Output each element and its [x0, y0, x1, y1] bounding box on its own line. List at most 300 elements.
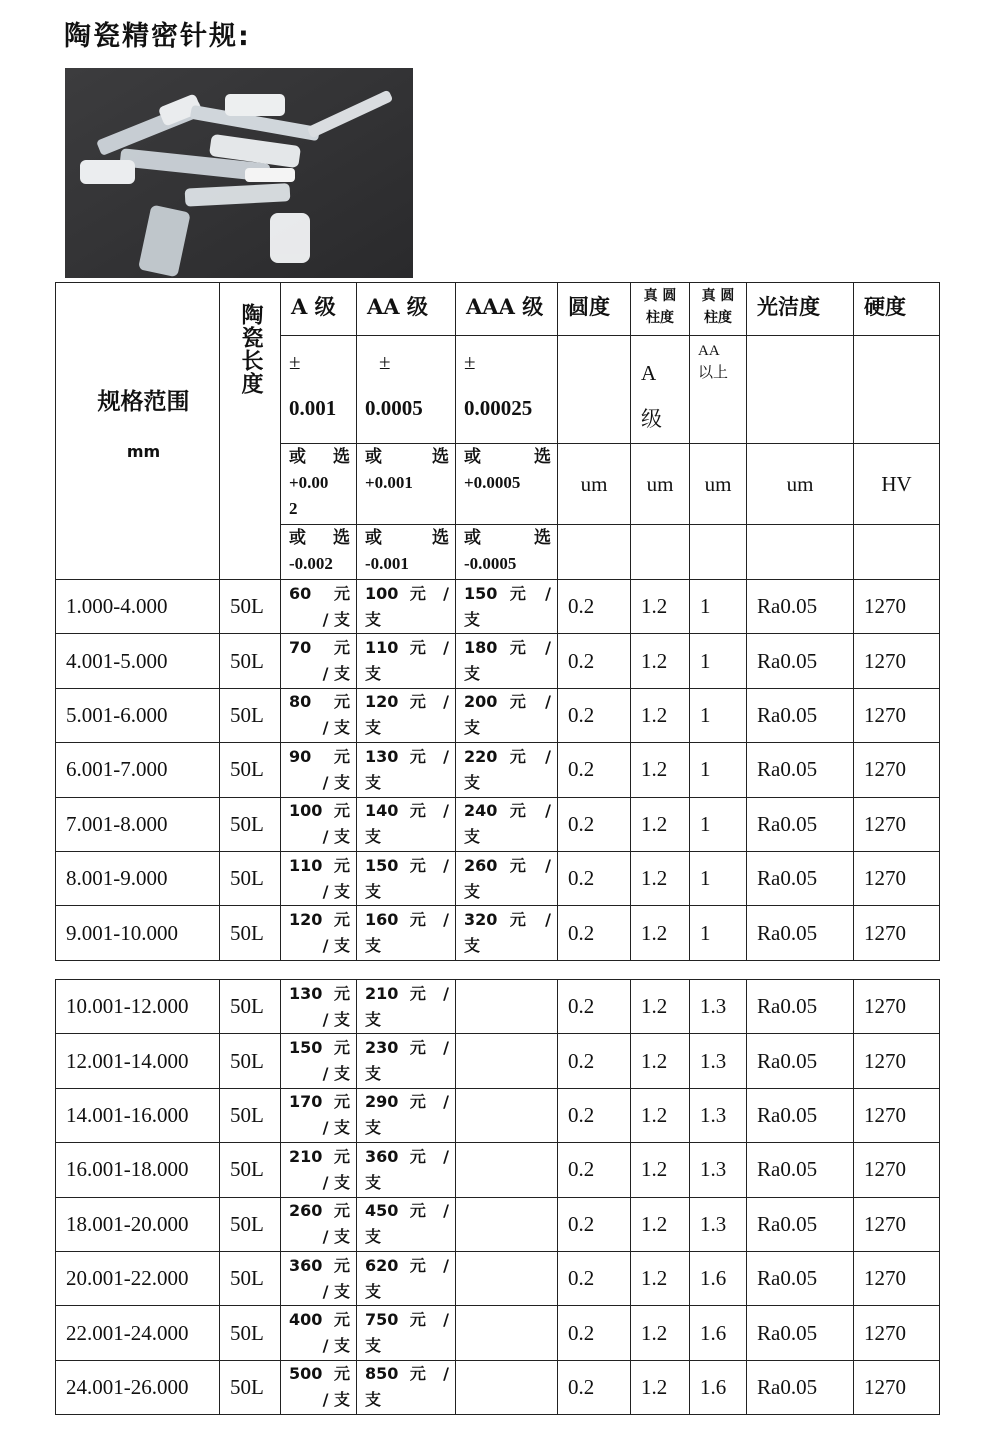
table-row [56, 980, 940, 1034]
length-cell: 50L [220, 906, 281, 960]
cylindricity-aa-cell: 1 [690, 797, 747, 851]
price-a-line: 210 元 [289, 1146, 350, 1166]
price-aa-line: 支 [365, 1281, 382, 1301]
cylindricity-aa-cell: 1 [690, 580, 747, 634]
price-a-cell [281, 1360, 357, 1414]
unit-finish: um [747, 444, 854, 525]
price-aa-cell [357, 580, 456, 634]
opt-minus-aaa: -0.0005 [464, 554, 517, 573]
price-aaa-line: 320 元 / [464, 910, 551, 930]
table-row [56, 743, 940, 797]
price-aaa-cell [456, 743, 558, 797]
price-a-cell [281, 1197, 357, 1251]
cyl-aa-grade-letter: AA [698, 343, 720, 359]
table-row [56, 634, 940, 688]
price-aa-line: 450 元 / [365, 1201, 449, 1221]
cylindricity-aa-cell: 1.3 [690, 1197, 747, 1251]
length-cell: 50L [220, 1360, 281, 1414]
price-a-line: / 支 [322, 718, 350, 738]
finish-cell: Ra0.05 [747, 906, 854, 960]
cylindricity-aa-cell: 1 [690, 906, 747, 960]
cylindricity-a-cell: 1.2 [631, 1088, 690, 1142]
grade-aa-header: AA 级 [357, 283, 456, 336]
price-a-cell [281, 688, 357, 742]
price-aaa-line: 260 元 / [464, 855, 551, 875]
cyl-a-grade-char: 级 [641, 407, 662, 431]
price-aa-line: 支 [365, 1390, 382, 1410]
cylindricity-aa-cell: 1.6 [690, 1251, 747, 1305]
roundness-cell: 0.2 [558, 580, 631, 634]
hardness-cell: 1270 [854, 1034, 940, 1088]
spec-range-cell: 7.001-8.000 [56, 797, 220, 851]
empty-cell [747, 525, 854, 580]
cylindricity-aa-cell: 1.6 [690, 1360, 747, 1414]
price-a-cell [281, 980, 357, 1034]
price-a-cell [281, 851, 357, 905]
price-a-cell [281, 1088, 357, 1142]
table-row [56, 688, 940, 742]
price-a-cell [281, 1251, 357, 1305]
price-a-cell [281, 906, 357, 960]
option-plus-aa [357, 444, 456, 525]
hardness-cell: 1270 [854, 797, 940, 851]
tolerance-a [281, 336, 357, 444]
price-aa-line: 支 [365, 827, 382, 847]
cylindricity-a-grade [631, 336, 690, 444]
length-cell: 50L [220, 1197, 281, 1251]
finish-header: 光洁度 [747, 283, 854, 336]
price-aaa-line: 支 [464, 827, 481, 847]
price-aaa-cell [456, 1251, 558, 1305]
price-a-line: 110 元 [289, 855, 350, 875]
price-a-line: / 支 [322, 609, 350, 629]
cylindricity-a-cell: 1.2 [631, 851, 690, 905]
roundness-cell: 0.2 [558, 1360, 631, 1414]
price-aaa-cell [456, 580, 558, 634]
table-row [56, 906, 940, 960]
finish-cell: Ra0.05 [747, 634, 854, 688]
price-aa-line: 130 元 / [365, 746, 449, 766]
opt-plus-aaa: +0.0005 [464, 473, 521, 492]
price-a-line: 360 元 [289, 1255, 350, 1275]
cylindricity-aa-cell: 1.3 [690, 1034, 747, 1088]
roundness-cell: 0.2 [558, 1251, 631, 1305]
hardness-cell: 1270 [854, 743, 940, 797]
option-plus-aaa [456, 444, 558, 525]
cylindricity-a-cell: 1.2 [631, 1197, 690, 1251]
price-a-line: / 支 [322, 1064, 350, 1084]
price-a-line: / 支 [322, 664, 350, 684]
spec-range-cell: 8.001-9.000 [56, 851, 220, 905]
price-aa-line: 支 [365, 772, 382, 792]
hardness-cell: 1270 [854, 1360, 940, 1414]
price-aa-line: 支 [365, 1009, 382, 1029]
roundness-cell: 0.2 [558, 1306, 631, 1360]
unit-cyl-a: um [631, 444, 690, 525]
cylindricity-aa-cell: 1.6 [690, 1306, 747, 1360]
finish-cell: Ra0.05 [747, 797, 854, 851]
grade-a-header: A 级 [281, 283, 357, 336]
tolerance-aaa-value: 0.00025 [464, 396, 533, 420]
roundness-cell: 0.2 [558, 1034, 631, 1088]
roundness-cell: 0.2 [558, 980, 631, 1034]
opt-plus-aa: +0.001 [365, 473, 413, 492]
finish-cell: Ra0.05 [747, 1088, 854, 1142]
spec-range-cell: 16.001-18.000 [56, 1143, 220, 1197]
price-a-line: 400 元 [289, 1310, 350, 1330]
cylindricity-aa-cell: 1 [690, 851, 747, 905]
hardness-cell: 1270 [854, 634, 940, 688]
price-aa-line: 支 [365, 1336, 382, 1356]
length-cell: 50L [220, 1034, 281, 1088]
price-a-cell [281, 743, 357, 797]
price-aa-line: 支 [365, 1172, 382, 1192]
price-aa-line: 210 元 / [365, 983, 449, 1003]
price-a-line: / 支 [322, 772, 350, 792]
price-a-line: / 支 [322, 1390, 350, 1410]
roundness-cell: 0.2 [558, 743, 631, 797]
spec-range-cell: 6.001-7.000 [56, 743, 220, 797]
price-a-line: / 支 [322, 1118, 350, 1138]
empty-cell [690, 525, 747, 580]
opt-label: 选 [432, 528, 449, 548]
price-aa-line: 150 元 / [365, 855, 449, 875]
plus-minus-sign: ± [379, 350, 391, 374]
price-aa-cell [357, 1306, 456, 1360]
hardness-cell: 1270 [854, 580, 940, 634]
hardness-cell: 1270 [854, 851, 940, 905]
spec-range-cell: 20.001-22.000 [56, 1251, 220, 1305]
price-aaa-cell [456, 1088, 558, 1142]
finish-cell: Ra0.05 [747, 1360, 854, 1414]
price-aaa-cell [456, 797, 558, 851]
empty-cell [631, 525, 690, 580]
price-aaa-cell [456, 1306, 558, 1360]
table-row [56, 851, 940, 905]
plus-minus-sign: ± [464, 350, 476, 374]
opt-plus-a-2: 2 [289, 499, 298, 518]
spec-range-cell: 18.001-20.000 [56, 1197, 220, 1251]
price-aa-cell [357, 906, 456, 960]
spec-range-cell: 4.001-5.000 [56, 634, 220, 688]
hardness-cell: 1270 [854, 1251, 940, 1305]
roundness-cell: 0.2 [558, 634, 631, 688]
roundness-cell: 0.2 [558, 688, 631, 742]
cylindricity-a-cell: 1.2 [631, 1306, 690, 1360]
price-a-line: / 支 [322, 1172, 350, 1192]
price-a-cell [281, 580, 357, 634]
price-a-line: 90 元 [289, 746, 350, 766]
cylindricity-aa-cell: 1.3 [690, 1143, 747, 1197]
cylindricity-a-cell: 1.2 [631, 580, 690, 634]
cyl-aa-grade-char: 以上 [698, 365, 729, 381]
length-cell: 50L [220, 1088, 281, 1142]
opt-label: 或 [365, 447, 382, 467]
option-plus-a [281, 444, 357, 525]
price-aa-cell [357, 1088, 456, 1142]
price-a-line: 130 元 [289, 983, 350, 1003]
finish-cell: Ra0.05 [747, 980, 854, 1034]
spec-range-cell: 22.001-24.000 [56, 1306, 220, 1360]
price-aaa-line: 150 元 / [464, 583, 551, 603]
finish-cell: Ra0.05 [747, 1143, 854, 1197]
cylindricity-aa-cell: 1.3 [690, 1088, 747, 1142]
length-cell: 50L [220, 1143, 281, 1197]
cylindricity-aa-cell: 1 [690, 688, 747, 742]
opt-label: 选 [333, 447, 350, 467]
empty-cell [747, 336, 854, 444]
cylindricity-aa-cell: 1.3 [690, 980, 747, 1034]
option-minus-a [281, 525, 357, 580]
table-row [56, 1306, 940, 1360]
table-row [56, 1143, 940, 1197]
price-a-line: 60 元 [289, 583, 350, 603]
unit-hardness: HV [854, 444, 940, 525]
price-aaa-line: 200 元 / [464, 692, 551, 712]
hardness-cell: 1270 [854, 1088, 940, 1142]
price-aa-line: 360 元 / [365, 1146, 449, 1166]
finish-cell: Ra0.05 [747, 1306, 854, 1360]
cylindricity-aa-header [690, 283, 747, 336]
price-aaa-cell [456, 688, 558, 742]
price-aa-line: 290 元 / [365, 1092, 449, 1112]
price-aa-line: 160 元 / [365, 910, 449, 930]
price-aaa-line: 支 [464, 718, 481, 738]
length-cell: 50L [220, 580, 281, 634]
cylindricity-a-cell: 1.2 [631, 1251, 690, 1305]
roundness-cell: 0.2 [558, 851, 631, 905]
spec-range-header [56, 283, 220, 580]
opt-label: 选 [534, 447, 551, 467]
opt-label: 选 [333, 528, 350, 548]
price-aa-cell [357, 1143, 456, 1197]
price-a-line: 80 元 [289, 692, 350, 712]
spec-range-cell: 9.001-10.000 [56, 906, 220, 960]
price-aa-cell [357, 1251, 456, 1305]
cylindricity-a-cell: 1.2 [631, 797, 690, 851]
opt-label: 选 [432, 447, 449, 467]
roundness-cell: 0.2 [558, 1197, 631, 1251]
price-aa-cell [357, 688, 456, 742]
price-a-line: / 支 [322, 936, 350, 956]
price-aa-cell [357, 1034, 456, 1088]
price-aa-line: 230 元 / [365, 1038, 449, 1058]
price-aa-line: 850 元 / [365, 1364, 449, 1384]
page-title: 陶瓷精密针规: [64, 21, 251, 52]
price-aa-line: 支 [365, 1118, 382, 1138]
opt-plus-a-1: +0.00 [289, 473, 329, 492]
length-cell: 50L [220, 634, 281, 688]
cylindricity-a-cell: 1.2 [631, 980, 690, 1034]
price-a-cell [281, 1034, 357, 1088]
price-aa-line: 110 元 / [365, 638, 449, 658]
price-aa-cell [357, 634, 456, 688]
roundness-cell: 0.2 [558, 797, 631, 851]
roundness-cell: 0.2 [558, 1143, 631, 1197]
price-aa-line: 620 元 / [365, 1255, 449, 1275]
cylindricity-a-cell: 1.2 [631, 634, 690, 688]
price-aaa-cell [456, 1143, 558, 1197]
spec-range-cell: 24.001-26.000 [56, 1360, 220, 1414]
option-minus-aa [357, 525, 456, 580]
opt-minus-a: -0.002 [289, 554, 333, 573]
price-aaa-line: 支 [464, 609, 481, 629]
spec-table-lower [55, 979, 940, 1415]
empty-cell [854, 336, 940, 444]
price-a-line: 70 元 [289, 638, 350, 658]
price-aaa-cell [456, 1197, 558, 1251]
price-a-line: / 支 [322, 1281, 350, 1301]
hardness-cell: 1270 [854, 1306, 940, 1360]
hardness-cell: 1270 [854, 906, 940, 960]
cylindricity-a-cell: 1.2 [631, 1360, 690, 1414]
product-photo [65, 68, 413, 278]
price-aa-line: 140 元 / [365, 801, 449, 821]
spec-range-cell: 10.001-12.000 [56, 980, 220, 1034]
length-header [220, 283, 281, 580]
price-a-line: / 支 [322, 1227, 350, 1247]
price-a-cell [281, 1306, 357, 1360]
cylindricity-a-cell: 1.2 [631, 743, 690, 797]
price-aa-line: 支 [365, 936, 382, 956]
empty-cell [558, 525, 631, 580]
price-aa-line: 支 [365, 664, 382, 684]
table-row [56, 1197, 940, 1251]
roundness-header: 圆度 [558, 283, 631, 336]
price-aa-cell [357, 743, 456, 797]
hardness-header: 硬度 [854, 283, 940, 336]
spec-range-label: 规格范围 [97, 389, 190, 415]
finish-cell: Ra0.05 [747, 743, 854, 797]
table-row [56, 1360, 940, 1414]
price-a-line: 100 元 [289, 801, 350, 821]
price-aa-line: 支 [365, 1227, 382, 1247]
roundness-cell: 0.2 [558, 906, 631, 960]
table-row [56, 1088, 940, 1142]
price-a-cell [281, 634, 357, 688]
price-aa-cell [357, 1197, 456, 1251]
finish-cell: Ra0.05 [747, 1197, 854, 1251]
price-aa-cell [357, 980, 456, 1034]
price-aaa-line: 180 元 / [464, 638, 551, 658]
price-a-line: 260 元 [289, 1201, 350, 1221]
price-a-line: / 支 [322, 881, 350, 901]
price-aa-cell [357, 1360, 456, 1414]
price-aaa-line: 支 [464, 936, 481, 956]
finish-cell: Ra0.05 [747, 688, 854, 742]
option-minus-aaa [456, 525, 558, 580]
cylindricity-aa-cell: 1 [690, 634, 747, 688]
roundness-cell: 0.2 [558, 1088, 631, 1142]
finish-cell: Ra0.05 [747, 1034, 854, 1088]
price-aa-cell [357, 797, 456, 851]
price-aa-line: 支 [365, 1064, 382, 1084]
length-cell: 50L [220, 688, 281, 742]
price-a-line: / 支 [322, 827, 350, 847]
price-aaa-cell [456, 980, 558, 1034]
cylindricity-a-cell: 1.2 [631, 1143, 690, 1197]
price-a-line: 150 元 [289, 1038, 350, 1058]
price-aaa-line: 240 元 / [464, 801, 551, 821]
grade-aaa-header: AAA 级 [456, 283, 558, 336]
price-aa-line: 120 元 / [365, 692, 449, 712]
price-a-cell [281, 1143, 357, 1197]
price-aa-cell [357, 851, 456, 905]
tolerance-a-value: 0.001 [289, 396, 337, 420]
price-a-line: 170 元 [289, 1092, 350, 1112]
length-cell: 50L [220, 797, 281, 851]
price-a-line: 120 元 [289, 910, 350, 930]
opt-minus-aa: -0.001 [365, 554, 409, 573]
price-a-line: 500 元 [289, 1364, 350, 1384]
price-aaa-line: 支 [464, 772, 481, 792]
price-a-cell [281, 797, 357, 851]
table-row [56, 1251, 940, 1305]
length-cell: 50L [220, 743, 281, 797]
cylindricity-a-cell: 1.2 [631, 906, 690, 960]
hardness-cell: 1270 [854, 1197, 940, 1251]
hardness-cell: 1270 [854, 1143, 940, 1197]
opt-label: 或 [289, 528, 306, 548]
cylindricity-a-header [631, 283, 690, 336]
hardness-cell: 1270 [854, 688, 940, 742]
price-aa-line: 支 [365, 881, 382, 901]
cylindricity-a-line1: 真 圆 [643, 288, 677, 304]
tolerance-aaa [456, 336, 558, 444]
spec-range-unit: mm [126, 442, 161, 461]
cylindricity-aa-cell: 1 [690, 743, 747, 797]
tolerance-aa-value: 0.0005 [365, 396, 423, 420]
empty-cell [558, 336, 631, 444]
spec-range-cell: 12.001-14.000 [56, 1034, 220, 1088]
opt-label: 或 [365, 528, 382, 548]
finish-cell: Ra0.05 [747, 851, 854, 905]
price-aaa-line: 支 [464, 881, 481, 901]
table-row [56, 797, 940, 851]
price-a-line: / 支 [322, 1336, 350, 1356]
price-aaa-line: 支 [464, 664, 481, 684]
tolerance-aa [357, 336, 456, 444]
price-aaa-cell [456, 851, 558, 905]
length-cell: 50L [220, 1251, 281, 1305]
cylindricity-aa-line2: 柱度 [704, 310, 732, 326]
hardness-cell: 1270 [854, 980, 940, 1034]
empty-cell [854, 525, 940, 580]
opt-label: 或 [464, 528, 481, 548]
cylindricity-a-line2: 柱度 [646, 310, 674, 326]
length-cell: 50L [220, 1306, 281, 1360]
price-aa-line: 支 [365, 609, 382, 629]
cylindricity-a-cell: 1.2 [631, 1034, 690, 1088]
finish-cell: Ra0.05 [747, 1251, 854, 1305]
price-aaa-cell [456, 1034, 558, 1088]
price-a-line: / 支 [322, 1009, 350, 1029]
length-label: 陶瓷长度 [238, 303, 263, 395]
spec-range-cell: 5.001-6.000 [56, 688, 220, 742]
table-row [56, 580, 940, 634]
cylindricity-aa-grade [690, 336, 747, 444]
unit-cyl-aa: um [690, 444, 747, 525]
opt-label: 或 [289, 447, 306, 467]
opt-label: 或 [464, 447, 481, 467]
price-aaa-line: 220 元 / [464, 746, 551, 766]
cylindricity-a-cell: 1.2 [631, 688, 690, 742]
price-aaa-cell [456, 906, 558, 960]
spec-range-cell: 14.001-16.000 [56, 1088, 220, 1142]
spec-table-upper [55, 282, 940, 961]
unit-roundness: um [558, 444, 631, 525]
cyl-a-grade-letter: A [641, 361, 657, 385]
